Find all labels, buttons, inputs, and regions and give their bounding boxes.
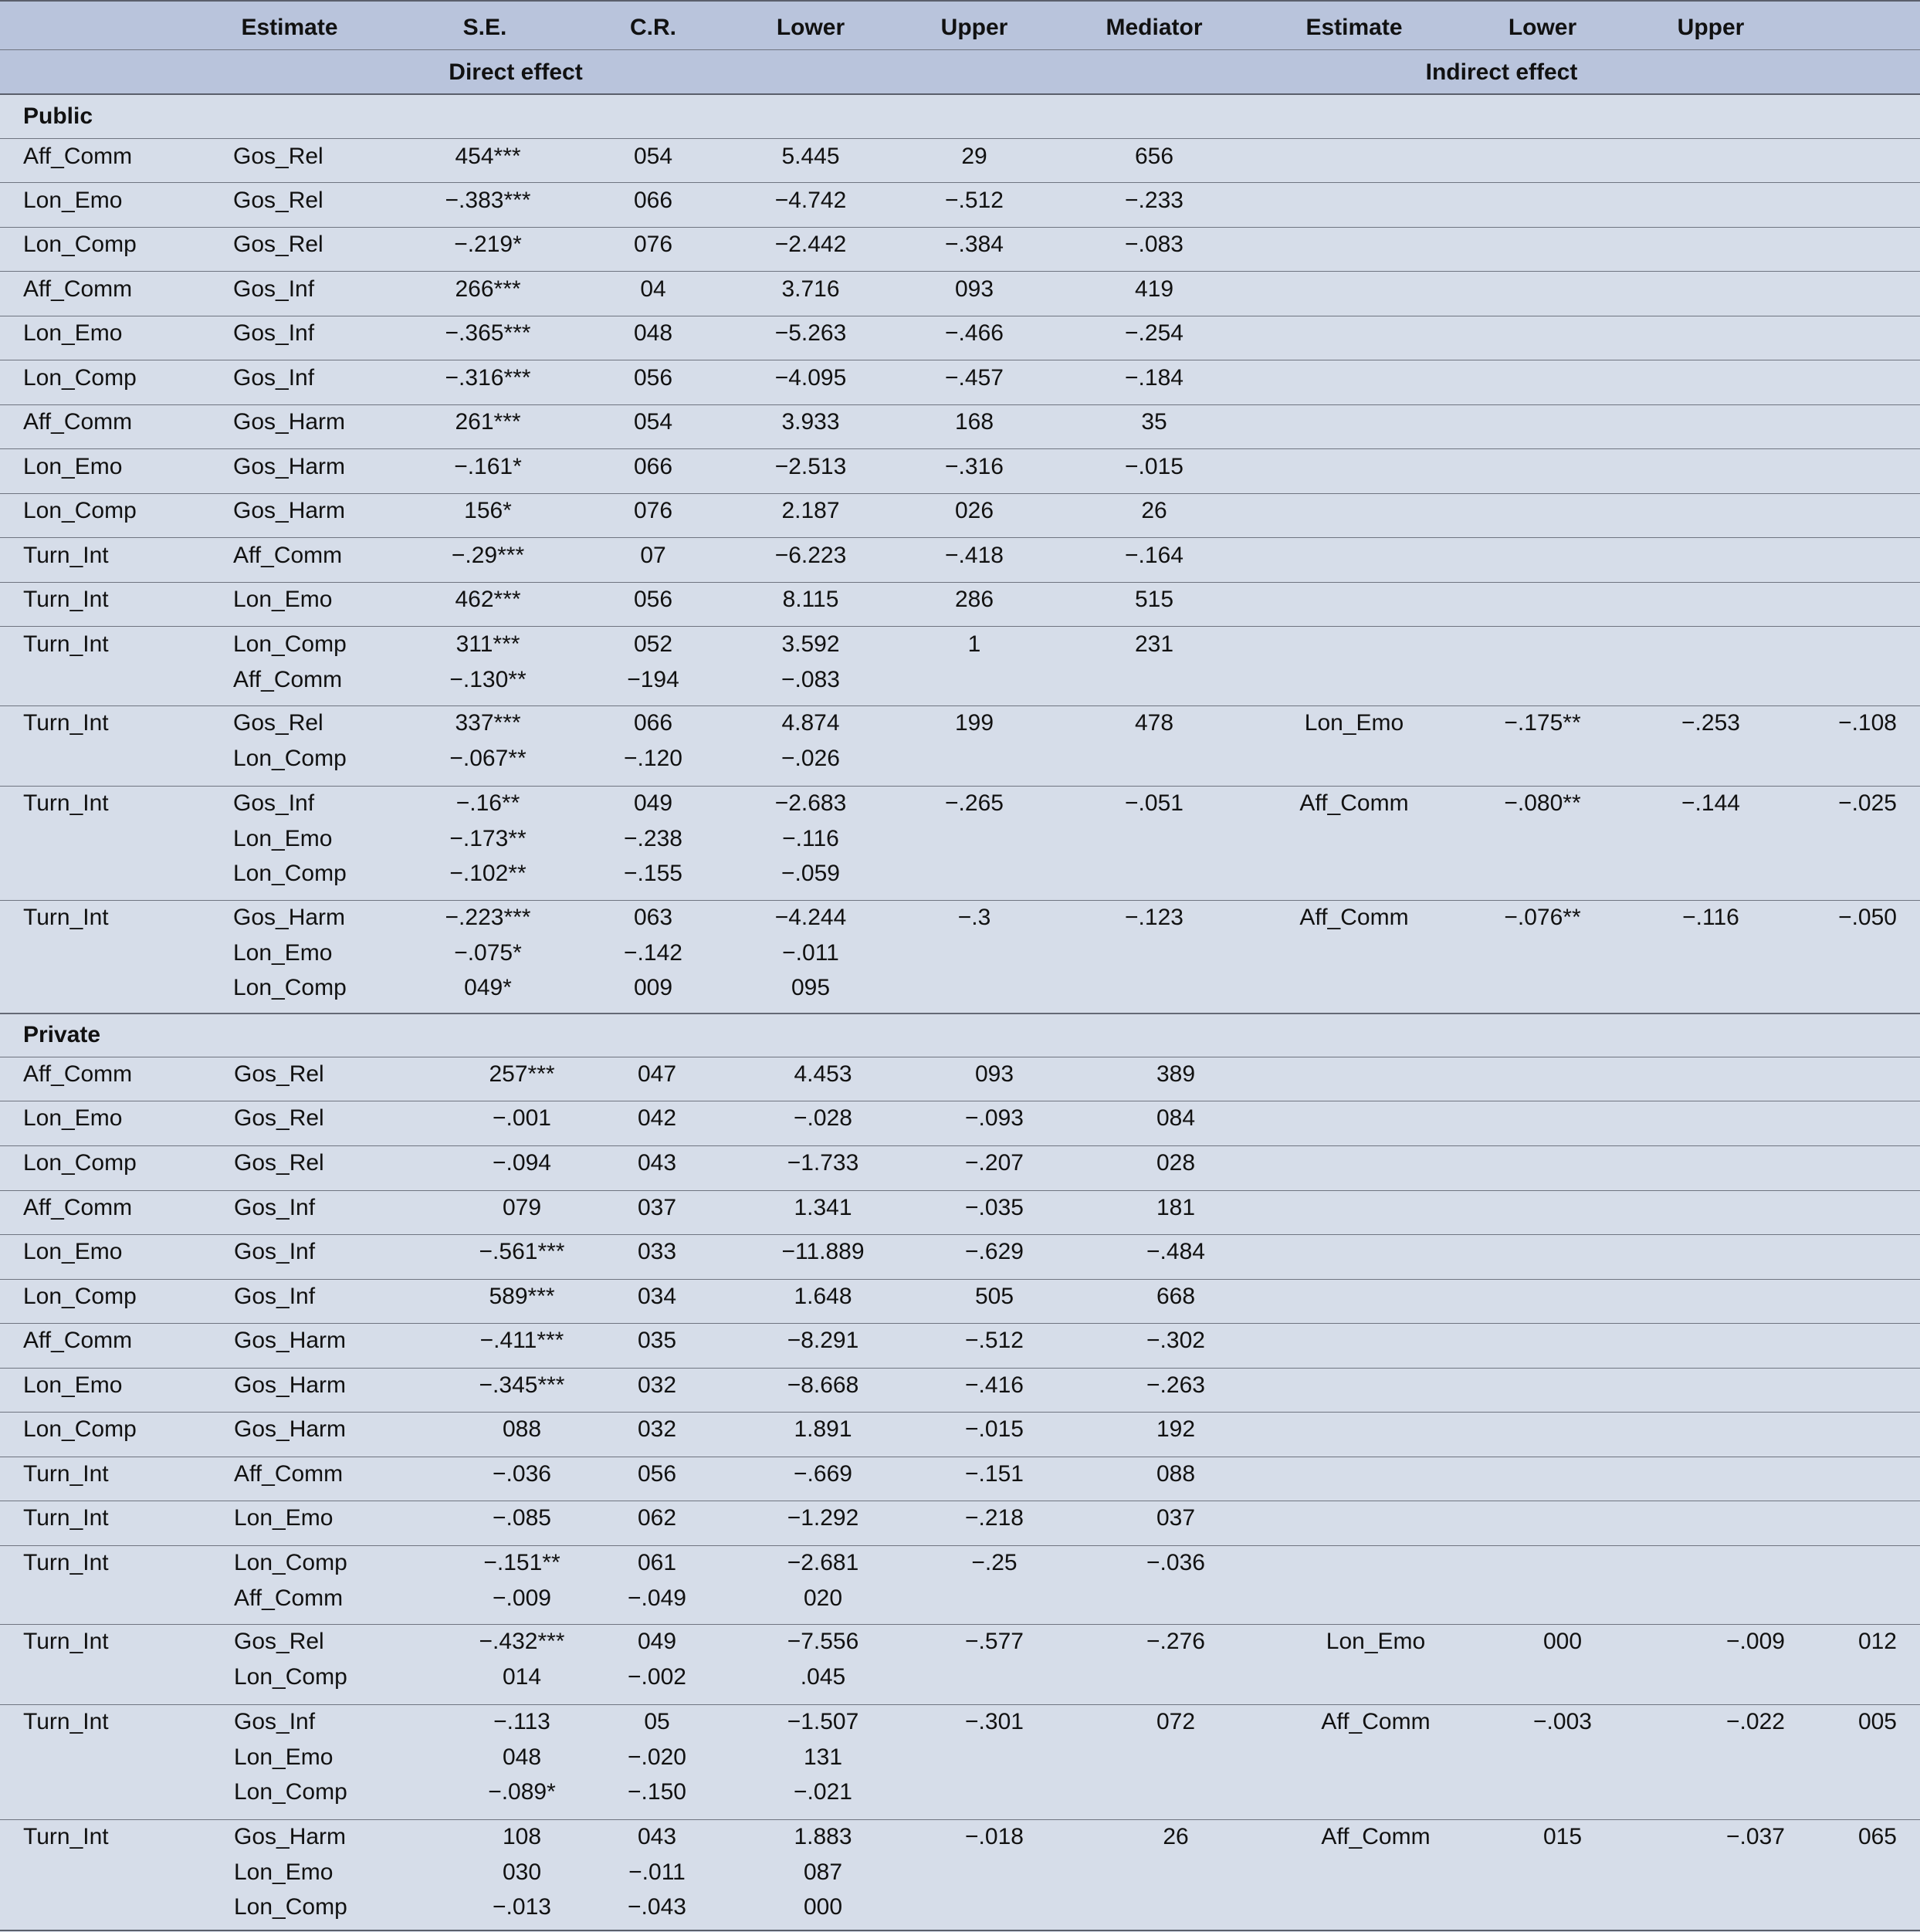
table-cell: −.094 (493, 1150, 551, 1176)
table-cell: Lon_Emo (234, 1744, 334, 1770)
indirect-cell: −.050 (1838, 905, 1897, 930)
table-cell: Aff_Comm (234, 1585, 344, 1611)
table-cell: −2.683 (774, 790, 847, 816)
column-header: Estimate (1305, 15, 1403, 40)
table-cell: −2.442 (774, 232, 847, 257)
table-cell: −.263 (1146, 1372, 1205, 1398)
table-cell: 8.115 (782, 587, 839, 612)
table-cell: −.365*** (445, 320, 531, 346)
table-cell: Lon_Comp (233, 745, 347, 771)
table-cell: 093 (974, 1061, 1014, 1087)
table-cell: Lon_Comp (234, 1550, 347, 1575)
table-cell: 231 (1134, 631, 1174, 657)
table-cell: Gos_Inf (233, 320, 315, 346)
column-header: Mediator (1106, 15, 1203, 40)
table-cell: Gos_Inf (234, 1239, 316, 1264)
table-cell: Turn_Int (23, 790, 109, 816)
table-cell: 030 (502, 1859, 542, 1885)
indirect-effect-label: Indirect effect (1425, 59, 1578, 85)
table-cell: −.049 (628, 1585, 686, 1611)
row-divider (0, 49, 1920, 50)
table-cell: Aff_Comm (234, 1461, 344, 1487)
table-cell: 066 (633, 710, 673, 736)
table-cell: 05 (644, 1709, 670, 1734)
table-cell: 108 (502, 1824, 542, 1849)
column-header: Lower (776, 15, 845, 40)
table-cell: −.218 (965, 1505, 1024, 1531)
table-cell: 3.933 (781, 409, 840, 435)
table-cell: 054 (633, 144, 673, 169)
table-cell: Aff_Comm (23, 1195, 133, 1220)
table-cell: Lon_Comp (234, 1894, 347, 1920)
table-cell: 072 (1156, 1709, 1196, 1734)
table-cell: 1.891 (794, 1416, 852, 1442)
table-cell: 043 (637, 1824, 677, 1849)
table-cell: 061 (637, 1550, 677, 1575)
column-header: Upper (940, 15, 1008, 40)
table-cell: −.083 (781, 666, 840, 692)
table-cell: Lon_Emo (23, 320, 123, 346)
table-cell: −.093 (965, 1105, 1024, 1131)
table-cell: −.116 (782, 825, 839, 851)
table-cell: 035 (637, 1328, 677, 1353)
table-cell: −.013 (493, 1894, 551, 1920)
table-cell: Lon_Emo (234, 1505, 334, 1531)
column-header: C.R. (630, 15, 676, 40)
table-cell: −8.668 (787, 1372, 859, 1398)
table-cell: 5.445 (781, 144, 840, 169)
table-cell: 084 (1156, 1105, 1196, 1131)
table-cell: 131 (803, 1744, 843, 1770)
table-cell: 054 (633, 409, 673, 435)
table-cell: 389 (1156, 1061, 1196, 1087)
table-cell: Lon_Comp (23, 1284, 137, 1309)
table-cell: −.384 (945, 232, 1004, 257)
table-cell: 419 (1134, 276, 1174, 302)
table-cell: Lon_Emo (233, 825, 333, 851)
table-cell: −.026 (781, 745, 840, 771)
table-cell: −1.733 (787, 1150, 859, 1176)
table-cell: 052 (633, 631, 673, 657)
table-cell: 093 (954, 276, 994, 302)
table-cell: Gos_Harm (233, 409, 346, 435)
table-cell: −.265 (945, 790, 1004, 816)
table-cell: −.015 (965, 1416, 1024, 1442)
table-cell: −.009 (493, 1585, 551, 1611)
table-cell: −1.507 (787, 1709, 859, 1734)
table-cell: −.102** (449, 861, 527, 886)
table-cell: −.16** (455, 790, 520, 816)
table-cell: −.316 (945, 454, 1004, 479)
table-cell: −4.244 (774, 905, 847, 930)
table-cell: −.085 (493, 1505, 551, 1531)
table-cell: Lon_Emo (23, 1105, 123, 1131)
indirect-cell: −.037 (1726, 1824, 1785, 1849)
table-cell: Gos_Rel (234, 1105, 324, 1131)
table-cell: 000 (803, 1894, 843, 1920)
table-cell: −.383*** (445, 188, 531, 213)
table-cell: Lon_Comp (23, 365, 137, 391)
indirect-cell: −.003 (1533, 1709, 1592, 1734)
table-cell: −.151 (965, 1461, 1024, 1487)
table-cell: 048 (633, 320, 673, 346)
table-cell: 168 (954, 409, 994, 435)
table-cell: −.130** (449, 666, 527, 692)
table-cell: −.25 (971, 1550, 1018, 1575)
table-cell: −.316*** (445, 365, 531, 391)
indirect-cell: −.116 (1682, 905, 1739, 930)
table-cell: Aff_Comm (233, 666, 343, 692)
indirect-cell: 000 (1542, 1629, 1583, 1654)
table-cell: 156* (464, 498, 512, 523)
table-cell: 049 (637, 1629, 677, 1654)
indirect-cell: −.108 (1838, 710, 1897, 736)
table-cell: −.629 (965, 1239, 1024, 1264)
table-cell: 515 (1134, 587, 1174, 612)
table-cell: Turn_Int (23, 1709, 109, 1734)
table-cell: 181 (1156, 1195, 1196, 1220)
table-cell: 656 (1134, 144, 1174, 169)
table-cell: −.484 (1146, 1239, 1205, 1264)
table-cell: Lon_Emo (23, 1239, 123, 1264)
table-cell: 286 (954, 587, 994, 612)
table-cell: Lon_Comp (233, 861, 347, 886)
indirect-cell: 015 (1542, 1824, 1583, 1849)
section-title: Private (23, 1022, 101, 1047)
table-cell: −.151** (483, 1550, 560, 1575)
table-cell: 26 (1141, 498, 1167, 523)
table-cell: 049 (633, 790, 673, 816)
table-cell: −.051 (1125, 790, 1183, 816)
table-cell: 087 (803, 1859, 843, 1885)
table-cell: −.015 (1125, 454, 1183, 479)
table-cell: −.457 (945, 365, 1004, 391)
table-cell: −.075* (454, 939, 522, 966)
direct-effect-label: Direct effect (449, 59, 583, 85)
table-cell: −.254 (1125, 320, 1183, 346)
indirect-cell: Aff_Comm (1299, 905, 1409, 930)
table-cell: Gos_Harm (234, 1824, 347, 1849)
table-cell: 3.716 (781, 276, 840, 302)
table-cell: −.29*** (451, 543, 525, 568)
table-cell: −.173** (449, 825, 527, 851)
table-cell: 311*** (455, 631, 520, 657)
row-divider (0, 93, 1920, 95)
table-cell: −.301 (965, 1709, 1024, 1734)
table-cell: 042 (637, 1105, 677, 1131)
table-cell: −6.223 (774, 543, 847, 568)
table-cell: −.512 (945, 188, 1004, 213)
table-cell: Lon_Emo (23, 454, 123, 479)
table-cell: 589*** (489, 1284, 555, 1309)
table-cell: 056 (633, 587, 673, 612)
table-cell: −.043 (628, 1894, 686, 1920)
table-cell: Gos_Harm (233, 498, 346, 523)
table-cell: 043 (637, 1150, 677, 1176)
table-cell: Gos_Inf (233, 276, 315, 302)
table-cell: Aff_Comm (23, 276, 133, 302)
indirect-cell: Aff_Comm (1299, 790, 1409, 816)
table-cell: Gos_Harm (233, 454, 346, 479)
indirect-cell: Lon_Emo (1326, 1629, 1426, 1654)
table-cell: Aff_Comm (23, 1061, 133, 1087)
table-cell: −.164 (1125, 543, 1183, 568)
table-cell: −.669 (794, 1461, 852, 1487)
table-cell: −.161* (454, 454, 522, 479)
table-cell: Lon_Comp (23, 1416, 137, 1442)
table-cell: Lon_Comp (233, 631, 347, 657)
table-cell: −.059 (781, 861, 840, 886)
table-cell: 29 (961, 144, 987, 169)
table-cell: 35 (1141, 409, 1167, 435)
table-cell: Gos_Rel (233, 232, 323, 257)
table-cell: −4.742 (774, 188, 847, 213)
table-cell: Lon_Emo (23, 188, 123, 213)
indirect-cell: −.175** (1504, 710, 1581, 736)
table-cell: 1.648 (794, 1284, 852, 1309)
table-cell: −11.889 (781, 1239, 865, 1264)
table-cell: Gos_Rel (233, 144, 323, 169)
table-cell: Turn_Int (23, 1461, 109, 1487)
table-cell: Gos_Harm (233, 905, 346, 930)
table-cell: Lon_Comp (23, 232, 137, 257)
table-cell: −.089* (488, 1779, 556, 1805)
table-cell: Lon_Comp (234, 1779, 347, 1805)
column-header: Upper (1677, 15, 1745, 40)
table-cell: 026 (954, 498, 994, 523)
table-cell: Gos_Inf (234, 1195, 316, 1220)
table-cell: 066 (633, 188, 673, 213)
indirect-cell: 065 (1857, 1824, 1897, 1849)
table-cell: −.018 (965, 1824, 1024, 1849)
table-cell: 478 (1134, 710, 1174, 736)
table-cell: 266*** (455, 276, 521, 302)
table-cell: 1.341 (794, 1195, 852, 1220)
table-cell: 032 (637, 1372, 677, 1398)
table-cell: Turn_Int (23, 1505, 109, 1531)
table-cell: Lon_Comp (23, 498, 137, 523)
table-cell: Turn_Int (23, 587, 109, 612)
indirect-cell: −.022 (1726, 1709, 1785, 1734)
table-cell: Lon_Emo (234, 1859, 334, 1885)
table-cell: −.411*** (479, 1328, 564, 1353)
table-cell: −.001 (493, 1105, 551, 1131)
table-cell: 454*** (455, 144, 521, 169)
table-cell: −.083 (1125, 232, 1183, 257)
table-cell: −1.292 (787, 1505, 859, 1531)
table-cell: −.011 (628, 1859, 686, 1885)
table-cell: −.466 (945, 320, 1004, 346)
table-cell: 088 (1156, 1461, 1196, 1487)
table-cell: −.120 (624, 745, 682, 771)
table-cell: −5.263 (774, 320, 847, 346)
table-cell: 056 (637, 1461, 677, 1487)
table-cell: Lon_Comp (234, 1663, 347, 1690)
table-cell: −.123 (1125, 905, 1183, 930)
table-cell: −.002 (628, 1663, 686, 1690)
table-cell: Aff_Comm (23, 1328, 133, 1353)
table-cell: 047 (637, 1061, 677, 1087)
table-cell: Gos_Rel (234, 1629, 324, 1654)
table-cell: Gos_Harm (234, 1416, 347, 1442)
column-header: S.E. (462, 15, 507, 40)
table-cell: −.577 (965, 1629, 1024, 1654)
table-cell: Lon_Emo (23, 1372, 123, 1398)
table-cell: Gos_Rel (233, 188, 323, 213)
table-cell: −.184 (1125, 365, 1183, 391)
row-divider (0, 0, 1920, 2)
table-cell: 037 (1156, 1505, 1196, 1531)
indirect-cell: −.009 (1726, 1629, 1785, 1654)
column-header: Estimate (241, 15, 338, 40)
table-cell: 033 (637, 1239, 677, 1264)
table-cell: −7.556 (787, 1629, 859, 1654)
table-cell: −.036 (1146, 1550, 1205, 1575)
table-cell: 088 (502, 1416, 542, 1442)
table-cell: 020 (803, 1585, 843, 1611)
column-header: Lower (1508, 15, 1577, 40)
table-cell: −.432*** (479, 1629, 565, 1654)
table-cell: −.028 (794, 1105, 852, 1131)
table-cell: 04 (640, 276, 666, 302)
table-cell: −2.513 (774, 454, 847, 479)
table-cell: Turn_Int (23, 710, 109, 736)
table-cell: −.035 (965, 1195, 1024, 1220)
table-cell: Gos_Harm (234, 1328, 347, 1353)
indirect-cell: −.025 (1838, 790, 1897, 816)
table-cell: 4.874 (781, 710, 840, 736)
table-cell: 063 (633, 905, 673, 930)
table-cell: −.223*** (445, 905, 531, 930)
table-cell: 26 (1163, 1824, 1189, 1849)
table-cell: Aff_Comm (23, 144, 133, 169)
table-cell: −.238 (624, 825, 682, 851)
table-cell: −.036 (493, 1461, 551, 1487)
table-cell: Gos_Inf (234, 1284, 316, 1309)
table-cell: 079 (502, 1195, 542, 1220)
table-cell: −.512 (965, 1328, 1024, 1353)
table-cell: −8.291 (787, 1328, 859, 1353)
table-cell: 2.187 (781, 498, 840, 523)
table-cell: 034 (637, 1284, 677, 1309)
table-cell: −.302 (1146, 1328, 1205, 1353)
table-cell: −.219* (454, 232, 522, 257)
indirect-cell: Aff_Comm (1321, 1709, 1431, 1734)
table-cell: 668 (1156, 1284, 1196, 1309)
table-cell: 505 (974, 1284, 1014, 1309)
table-cell: 056 (633, 365, 673, 391)
table-cell: 066 (633, 454, 673, 479)
section-title: Public (23, 103, 93, 129)
table-cell: 261*** (455, 409, 521, 435)
table-cell: Lon_Comp (233, 975, 347, 1000)
table-cell: Aff_Comm (233, 543, 343, 568)
table-cell: 192 (1156, 1416, 1196, 1442)
table-cell: −.345*** (479, 1372, 565, 1398)
table-cell: Gos_Rel (234, 1061, 324, 1087)
table-cell: 3.592 (781, 631, 840, 657)
indirect-cell: −.144 (1681, 790, 1740, 816)
table-cell: 076 (633, 498, 673, 523)
table-cell: −4.095 (774, 365, 847, 391)
table-cell: Gos_Rel (233, 710, 323, 736)
table-cell: 462*** (455, 587, 521, 612)
indirect-cell: −.253 (1681, 710, 1740, 736)
table-cell: 076 (633, 232, 673, 257)
table-cell: −.418 (945, 543, 1004, 568)
table-cell: −194 (627, 666, 679, 692)
table-cell: Gos_Inf (233, 365, 315, 391)
table-cell: −.020 (628, 1744, 686, 1770)
table-cell: Lon_Emo (233, 939, 333, 966)
indirect-cell: 012 (1857, 1629, 1897, 1654)
table-cell: Turn_Int (23, 631, 109, 657)
indirect-cell: 005 (1857, 1709, 1897, 1734)
table-cell: Gos_Rel (234, 1150, 324, 1176)
table-cell: 062 (637, 1505, 677, 1531)
table-cell: Aff_Comm (23, 409, 133, 435)
table-cell: 028 (1156, 1150, 1196, 1176)
indirect-cell: Aff_Comm (1321, 1824, 1431, 1849)
indirect-cell: Lon_Emo (1304, 710, 1404, 736)
table-cell: .045 (800, 1663, 846, 1690)
table-cell: 337*** (455, 710, 521, 736)
table-cell: 4.453 (794, 1061, 852, 1087)
table-cell: 1.883 (794, 1824, 852, 1849)
table-cell: −.021 (794, 1779, 852, 1805)
table-cell: −.3 (957, 905, 991, 930)
table-cell: Gos_Harm (234, 1372, 347, 1398)
table-cell: 048 (502, 1744, 542, 1770)
table-cell: 199 (954, 710, 994, 736)
table-cell: −.207 (965, 1150, 1024, 1176)
table-cell: Turn_Int (23, 543, 109, 568)
table-cell: Turn_Int (23, 1824, 109, 1849)
table-cell: 009 (633, 975, 673, 1000)
table-cell: Turn_Int (23, 1550, 109, 1575)
table-cell: 014 (502, 1663, 542, 1690)
table-cell: Gos_Inf (233, 790, 315, 816)
table-cell: 1 (967, 631, 981, 657)
table-cell: Turn_Int (23, 1629, 109, 1654)
table-cell: −.067** (449, 745, 527, 771)
table-cell: −.155 (624, 861, 682, 886)
table-cell: 037 (637, 1195, 677, 1220)
table-cell: 07 (640, 543, 666, 568)
indirect-cell: −.080** (1504, 790, 1581, 816)
table-cell: Lon_Emo (233, 587, 333, 612)
table-cell: 049* (464, 975, 512, 1000)
table-cell: Turn_Int (23, 905, 109, 930)
table-cell: −.233 (1125, 188, 1183, 213)
table-cell: −.276 (1146, 1629, 1205, 1654)
table-cell: 095 (791, 975, 831, 1000)
table-cell: −.113 (493, 1709, 550, 1734)
table-cell: −.011 (782, 939, 839, 966)
table-cell: −.142 (624, 939, 682, 966)
table-cell: −2.681 (787, 1550, 859, 1575)
table-cell: Gos_Inf (234, 1709, 316, 1734)
table-cell: −.561*** (479, 1239, 565, 1264)
table-cell: Lon_Comp (23, 1150, 137, 1176)
table-cell: 257*** (489, 1061, 555, 1087)
table-cell: 032 (637, 1416, 677, 1442)
table-cell: −.150 (628, 1779, 686, 1805)
indirect-cell: −.076** (1504, 905, 1581, 930)
table-cell: −.416 (965, 1372, 1024, 1398)
row-divider (0, 1930, 1920, 1931)
